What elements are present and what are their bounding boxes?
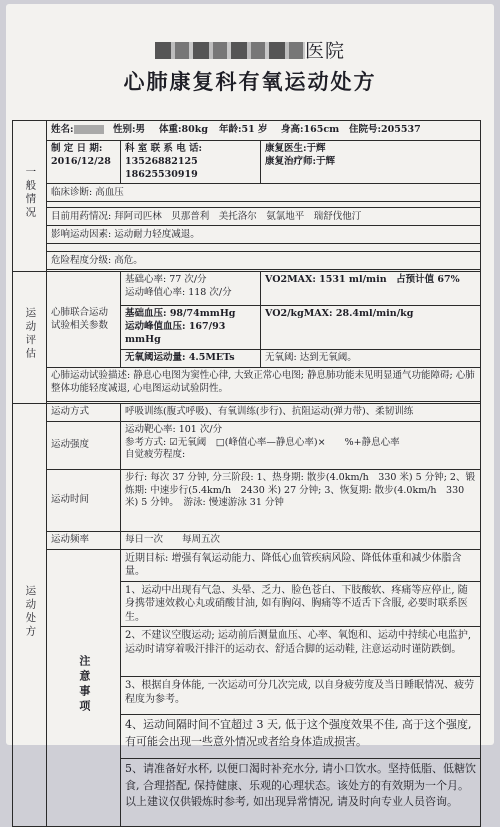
- redacted-hospital-name: [155, 42, 305, 59]
- exercise-time: 步行: 每次 37 分钟, 分三阶段: 1、热身期: 散步(4.0km/h 330 米) 5 分钟; 2、锻炼期: 中速步行(5.4km/h 2430 米) 27 分钟; 3、恢复期: 散步(4.0km/h 330 米) 5 分钟。 游泳: 慢速游泳 31 分钟: [121, 469, 481, 531]
- risk-level: 危险程度分级: 高危。: [47, 252, 481, 270]
- mode-label: 运动方式: [47, 403, 121, 421]
- precaution-2: 2、不建议空腹运动; 运动前后测量血压、心率、氧饱和、运动中持续心电监护, 运动时请穿着吸汗排汗的运动衣、舒适合脚的运动鞋, 注意运动时谨防跌倒。: [121, 627, 481, 677]
- frequency-label: 运动频率: [47, 531, 121, 549]
- anaerobic-threshold-reached: 无氧阈: 达到无氧阈。: [261, 349, 481, 367]
- intensity-label: 运动强度: [47, 421, 121, 469]
- cpet-label: 心肺联合运动试验相关参数: [47, 272, 121, 367]
- section-general-info: 一般情况: [13, 121, 47, 272]
- current-medication: 目前用药情况: 拜阿司匹林 贝那普利 美托洛尔 氨氯地平 瑞舒伐他汀: [47, 208, 481, 226]
- prescription-date: 制 定 日 期: 2016/12/28: [47, 141, 121, 184]
- section-assessment: 运动评估: [13, 272, 47, 403]
- staff-info: 康复医生:于辉 康复治疗师:于辉: [261, 141, 481, 184]
- heart-rate-values: 基础心率: 77 次/分 运动峰值心率: 118 次/分: [121, 272, 261, 306]
- blood-pressure-values: 基础血压: 98/74mmHg 运动峰值血压: 167/93 mmHg: [121, 306, 261, 349]
- redacted-name: [74, 125, 104, 134]
- clinical-diagnosis: 临床诊断: 高血压: [47, 184, 481, 202]
- time-label: 运动时间: [47, 469, 121, 531]
- anaerobic-threshold-load: 无氧阈运动量: 4.5METs: [121, 349, 261, 367]
- short-term-goal: 近期目标: 增强有氧运动能力、降低心血管疾病风险、降低体重和减少体脂含量。: [121, 549, 481, 581]
- precaution-5: 5、请准备好水杯, 以便口渴时补充水分, 请小口饮水。坚持低脂、低糖饮食, 合理搭配, 保持健康、乐观的心理状态。该处方的有效期为一个月。以上建议仅供锻炼时参考, 如出现异常情况, 请及时向专业人员咨询。: [121, 759, 481, 827]
- section-prescription: 运动处方: [13, 403, 47, 827]
- department-phone: 科 室 联 系 电 话: 13526882125 18625530919: [121, 141, 261, 184]
- hospital-name: 医院: [6, 36, 494, 63]
- precautions-label: 注意事项: [47, 549, 121, 827]
- prescription-sheet: [6, 4, 494, 809]
- page-title: 心肺康复科有氧运动处方: [123, 69, 377, 94]
- exercise-frequency: 每日一次 每周五次: [121, 531, 481, 549]
- influencing-factors: 影响运动因素: 运动耐力轻度减退。: [47, 226, 481, 244]
- exercise-intensity: 运动靶心率: 101 次/分 参考方式: ☑无氧阈 □(峰值心率—静息心率)× %+静息心率 自觉疲劳程度:: [121, 421, 481, 469]
- precaution-3: 3、根据自身体能, 一次运动可分几次完成, 以自身疲劳度及当日睡眠情况、疲劳程度为参考。: [121, 677, 481, 715]
- patient-basic-row: 姓名: 性别:男 体重:80kg 年龄:51 岁 身高:165cm 住院号:205537: [47, 121, 481, 141]
- vo2kg-value: VO2/kgMAX: 28.4ml/min/kg: [261, 306, 481, 349]
- exercise-mode: 呼吸训练(腹式呼吸)、有氧训练(步行)、抗阻运动(弹力带)、柔韧训练: [121, 403, 481, 421]
- prescription-form: [12, 120, 481, 827]
- precaution-4: 4、运动间隔时间不宜超过 3 天, 低于这个强度效果不佳, 高于这个强度, 有可能会出现一些意外情况或者给身体造成损害。: [121, 715, 481, 759]
- vo2max-value: VO2MAX: 1531 ml/min 占预计值 67%: [261, 272, 481, 306]
- cpet-conclusion: 心肺运动试验描述: 静息心电图为窦性心律, 大致正常心电图; 静息肺功能未见明显通气功能障碍; 心肺整体功能轻度减退, 心电图运动试验阴性。: [47, 367, 481, 401]
- precaution-1: 1、运动中出现有气急、头晕、乏力、脸色苍白、下肢酸软、疼痛等应停止, 随身携带速效救心丸或硝酸甘油, 如有胸闷、胸痛等不适舌下含服, 必要时联系医生。: [121, 581, 481, 627]
